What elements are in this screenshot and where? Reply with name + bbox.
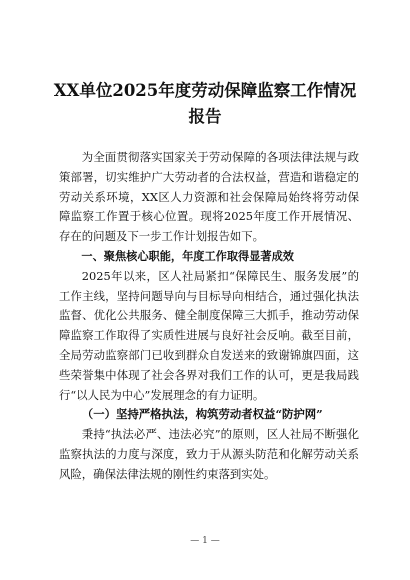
section-1-paragraph: 2025年以来，区人社局紧扣“保障民生、服务发展”的工作主线，坚持问题导向与目标导向相结合，通过强化执法监督、优化公共服务、健全制度保障三大抓手，推动劳动保障监察工作取得了实质性进展与良好社会反响。截至目前，全局劳动监察部门已收到群众自发送来的致谢锦旗四面，这些荣誉集中体现了社会各界对我们工作的认可，更是我局践行“以人民为中心”发展理念的有力证明。 <box>59 268 359 402</box>
title-line-1: XX单位2025年度劳动保障监察工作情况 <box>53 81 357 100</box>
intro-paragraph: 为全面贯彻落实国家关于劳动保障的各项法律法规与政策部署，切实维护广大劳动者的合法权益，营造和谐稳定的劳动关系环境，XX区人力资源和社会保障局始终将劳动保障监察工作置于核心位置。现将2025年度工作开展情况、存在的问题及下一步工作计划报告如下。 <box>59 150 359 244</box>
subsection-1-heading: （一）坚持严格执法，构筑劳动者权益“防护网” <box>81 407 323 422</box>
title-line-2: 报告 <box>188 107 222 126</box>
document-body <box>59 148 359 485</box>
page-number: — 1 — <box>190 536 220 546</box>
document-title <box>40 78 370 130</box>
section-1-heading: 一、聚焦核心职能，年度工作取得显著成效 <box>81 249 294 263</box>
subsection-1-paragraph: 秉持“执法必严、违法必究”的原则，区人社局不断强化监察执法的力度与深度，致力于从源头防范和化解劳动关系风险，确保法律法规的刚性约束落到实处。 <box>59 427 359 481</box>
